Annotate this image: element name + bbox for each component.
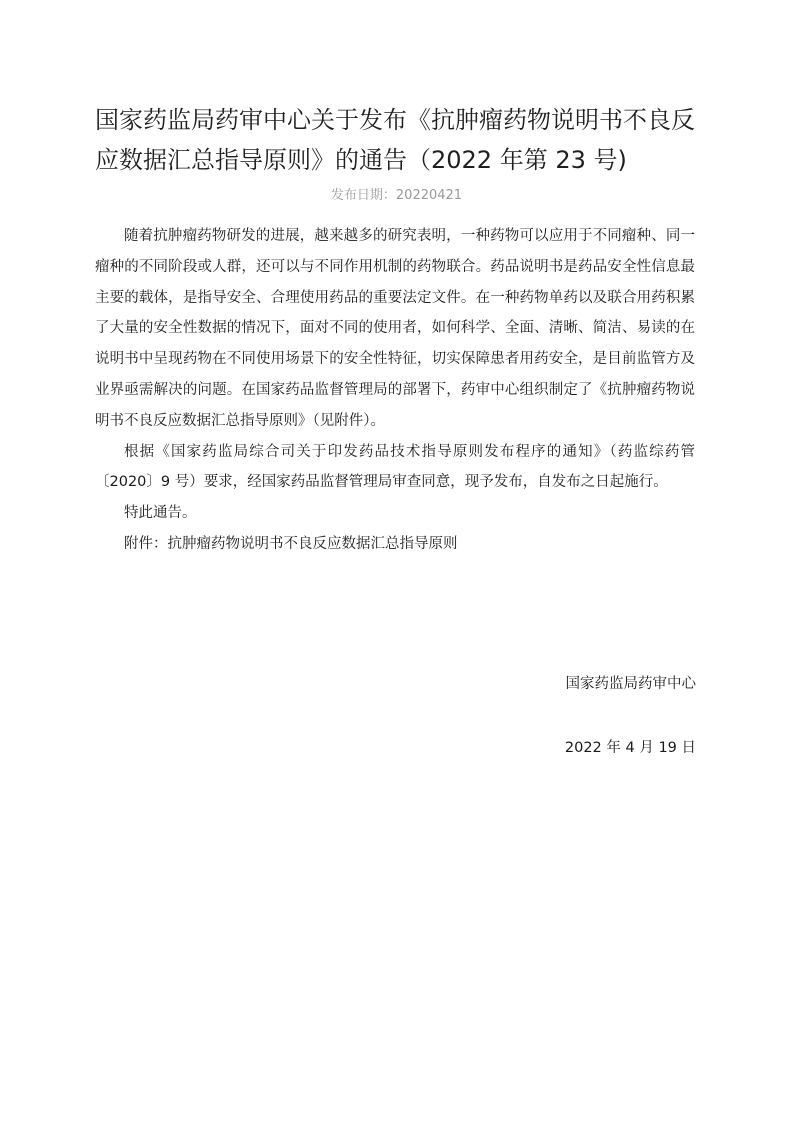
paragraph-basis: 根据《国家药监局综合司关于印发药品技术指导原则发布程序的通知》（药监综药管〔2020〕9 号）要求，经国家药品监督管理局审查同意，现予发布，自发布之日起施行。 — [95, 443, 695, 491]
document-title: 国家药监局药审中心关于发布《抗肿瘤药物说明书不良反应数据汇总指导原则》的通告（2022 年第 23 号) — [95, 106, 695, 174]
paragraph-attachment: 附件：抗肿瘤药物说明书不良反应数据汇总指导原则 — [124, 535, 458, 552]
paragraph-background: 随着抗肿瘤药物研发的进展，越来越多的研究表明，一种药物可以应用于不同瘤种、同一瘤种的不同阶段或人群，还可以与不同作用机制的药物联合。药品说明书是药品安全性信息最主要的载体，是指导安全、合理使用药品的重要法定文件。在一种药物单药以及联合用药积累了大量的安全性数据的情况下，面对不同的使用者，如何科学、全面、清晰、简洁、易读的在说明书中呈现药物在不同使用场景下的安全性特征，切实保障患者用药安全，是目前监管方及业界亟需解决的问题。在国家药品监督管理局的部署下，药审中心组织制定了《抗肿瘤药物说明书不良反应数据汇总指导原则》（见附件）。 — [95, 228, 695, 429]
signature-date: 2022 年 4 月 19 日 — [564, 740, 696, 756]
signature-organization: 国家药监局药审中心 — [565, 676, 696, 692]
paragraph-notice: 特此通告。 — [124, 505, 197, 522]
publish-date: 发布日期：20220421 — [330, 188, 463, 203]
document-body — [95, 221, 695, 560]
